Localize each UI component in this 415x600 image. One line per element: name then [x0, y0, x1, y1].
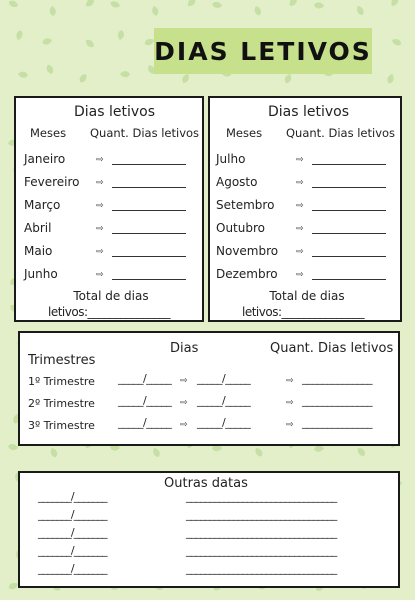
month-label: Abril — [24, 221, 52, 235]
leaf-icon — [18, 71, 29, 78]
leaf-icon — [110, 0, 121, 9]
other-date-field[interactable]: _______/_______ — [38, 508, 107, 521]
month-label: Dezembro — [216, 267, 278, 281]
trimesters-count-header: Quant. Dias letivos — [270, 341, 394, 356]
leaf-icon — [49, 6, 56, 17]
arrow-icon: ⇨ — [96, 155, 104, 165]
leaf-icon — [15, 30, 24, 41]
arrow-icon: ⇨ — [180, 420, 188, 430]
trimester-start-date[interactable]: _____/_____ — [118, 394, 172, 407]
arrow-icon: ⇨ — [296, 224, 304, 234]
month-label: Outubro — [216, 221, 265, 235]
semester-1-total-label: Total de dias — [73, 289, 149, 303]
leaf-icon — [8, 443, 19, 451]
arrow-icon: ⇨ — [286, 398, 294, 408]
semester-2-months-header: Meses — [226, 126, 263, 140]
arrow-icon: ⇨ — [180, 376, 188, 386]
month-label: Junho — [24, 267, 58, 281]
leaf-icon — [84, 0, 96, 8]
other-date-description-field[interactable]: ________________________________ — [186, 508, 337, 521]
leaf-icon — [283, 73, 292, 85]
trimester-count-field[interactable]: ______________ — [302, 372, 372, 385]
trimesters-dias-header: Dias — [170, 341, 199, 356]
other-date-description-field[interactable]: ________________________________ — [186, 526, 337, 539]
month-label: Janeiro — [24, 152, 66, 166]
leaf-icon — [253, 5, 262, 16]
trimester-name: 1º Trimestre — [28, 375, 95, 388]
arrow-icon: ⇨ — [296, 270, 304, 280]
semester-1-box — [14, 96, 204, 322]
arrow-icon: ⇨ — [96, 247, 104, 257]
other-date-description-field[interactable]: ________________________________ — [186, 490, 337, 503]
semester-1-months-header: Meses — [30, 126, 67, 140]
arrow-icon: ⇨ — [96, 178, 104, 188]
days-count-field[interactable] — [312, 279, 386, 280]
leaf-icon — [391, 37, 403, 47]
semester-2-box — [208, 96, 402, 322]
days-count-field[interactable] — [112, 210, 186, 211]
other-date-field[interactable]: _______/_______ — [38, 544, 107, 557]
month-label: Julho — [216, 152, 246, 166]
month-label: Março — [24, 198, 61, 212]
days-count-field[interactable] — [312, 187, 386, 188]
semester-1-total — [26, 288, 196, 320]
arrow-icon: ⇨ — [286, 420, 294, 430]
other-date-field[interactable]: _______/_______ — [38, 490, 107, 503]
leaf-icon — [45, 64, 55, 76]
month-label: Setembro — [216, 198, 275, 212]
leaf-icon — [120, 71, 130, 77]
leaf-icon — [78, 72, 89, 84]
days-count-field[interactable] — [312, 256, 386, 257]
arrow-icon: ⇨ — [296, 155, 304, 165]
month-label: Fevereiro — [24, 175, 80, 189]
trimester-start-date[interactable]: _____/_____ — [118, 416, 172, 429]
arrow-icon: ⇨ — [96, 270, 104, 280]
semester-2-total — [220, 288, 394, 320]
leaf-icon — [42, 37, 53, 46]
trimester-name: 3º Trimestre — [28, 419, 95, 432]
leaf-icon — [355, 5, 365, 17]
days-count-field[interactable] — [312, 233, 386, 234]
semester-1-count-header: Quant. Dias letivos — [90, 126, 200, 140]
trimester-count-field[interactable]: ______________ — [302, 394, 372, 407]
semester-2-total-label: Total de dias — [269, 289, 345, 303]
other-date-field[interactable]: _______/_______ — [38, 562, 107, 575]
leaf-icon — [212, 1, 223, 9]
other-date-description-field[interactable]: ________________________________ — [186, 544, 337, 557]
page-title: DIAS LETIVOS — [154, 37, 372, 66]
leaf-icon — [314, 445, 325, 452]
leaf-icon — [151, 5, 159, 16]
trimesters-label: Trimestres — [28, 353, 96, 368]
leaf-icon — [186, 0, 197, 8]
trimester-start-date[interactable]: _____/_____ — [118, 372, 172, 385]
leaf-icon — [314, 2, 325, 9]
arrow-icon: ⇨ — [96, 201, 104, 211]
leaf-icon — [386, 73, 395, 84]
semester-2-title: Dias letivos — [268, 104, 350, 120]
leaf-icon — [151, 447, 161, 459]
arrow-icon: ⇨ — [286, 376, 294, 386]
semester-2-count-header: Quant. Dias letivos — [286, 126, 396, 140]
other-dates-box — [18, 471, 400, 588]
days-count-field[interactable] — [112, 233, 186, 234]
leaf-icon — [181, 73, 191, 85]
arrow-icon: ⇨ — [296, 201, 304, 211]
days-count-field[interactable] — [112, 279, 186, 280]
other-dates-title: Outras datas — [164, 476, 248, 491]
trimester-name: 2º Trimestre — [28, 397, 95, 410]
arrow-icon: ⇨ — [296, 178, 304, 188]
leaf-icon — [49, 447, 58, 459]
arrow-icon: ⇨ — [180, 398, 188, 408]
month-label: Maio — [24, 244, 53, 258]
leaf-icon — [254, 446, 265, 458]
other-date-field[interactable]: _______/_______ — [38, 526, 107, 539]
leaf-icon — [117, 30, 125, 41]
semester-1-total-field[interactable]: letivos:_______________ — [48, 305, 170, 319]
semester-2-total-field[interactable]: letivos:_______________ — [242, 305, 364, 319]
days-count-field[interactable] — [312, 210, 386, 211]
days-count-field[interactable] — [112, 164, 186, 165]
leaf-icon — [288, 0, 299, 8]
leaf-icon — [389, 0, 399, 8]
other-date-description-field[interactable]: ________________________________ — [186, 562, 337, 575]
arrow-icon: ⇨ — [96, 224, 104, 234]
days-count-field[interactable] — [112, 256, 186, 257]
days-count-field[interactable] — [312, 164, 386, 165]
trimester-end-date[interactable]: _____/_____ — [197, 372, 251, 385]
month-label: Novembro — [216, 244, 279, 258]
trimester-end-date[interactable]: _____/_____ — [197, 394, 251, 407]
trimester-count-field[interactable]: ______________ — [302, 416, 372, 429]
month-label: Agosto — [216, 175, 258, 189]
days-count-field[interactable] — [112, 187, 186, 188]
leaf-icon — [84, 38, 95, 49]
trimesters-box — [18, 331, 400, 446]
leaf-icon — [356, 446, 367, 458]
leaf-icon — [8, 0, 20, 9]
arrow-icon: ⇨ — [296, 247, 304, 257]
semester-1-title: Dias letivos — [74, 104, 156, 120]
trimester-end-date[interactable]: _____/_____ — [197, 416, 251, 429]
